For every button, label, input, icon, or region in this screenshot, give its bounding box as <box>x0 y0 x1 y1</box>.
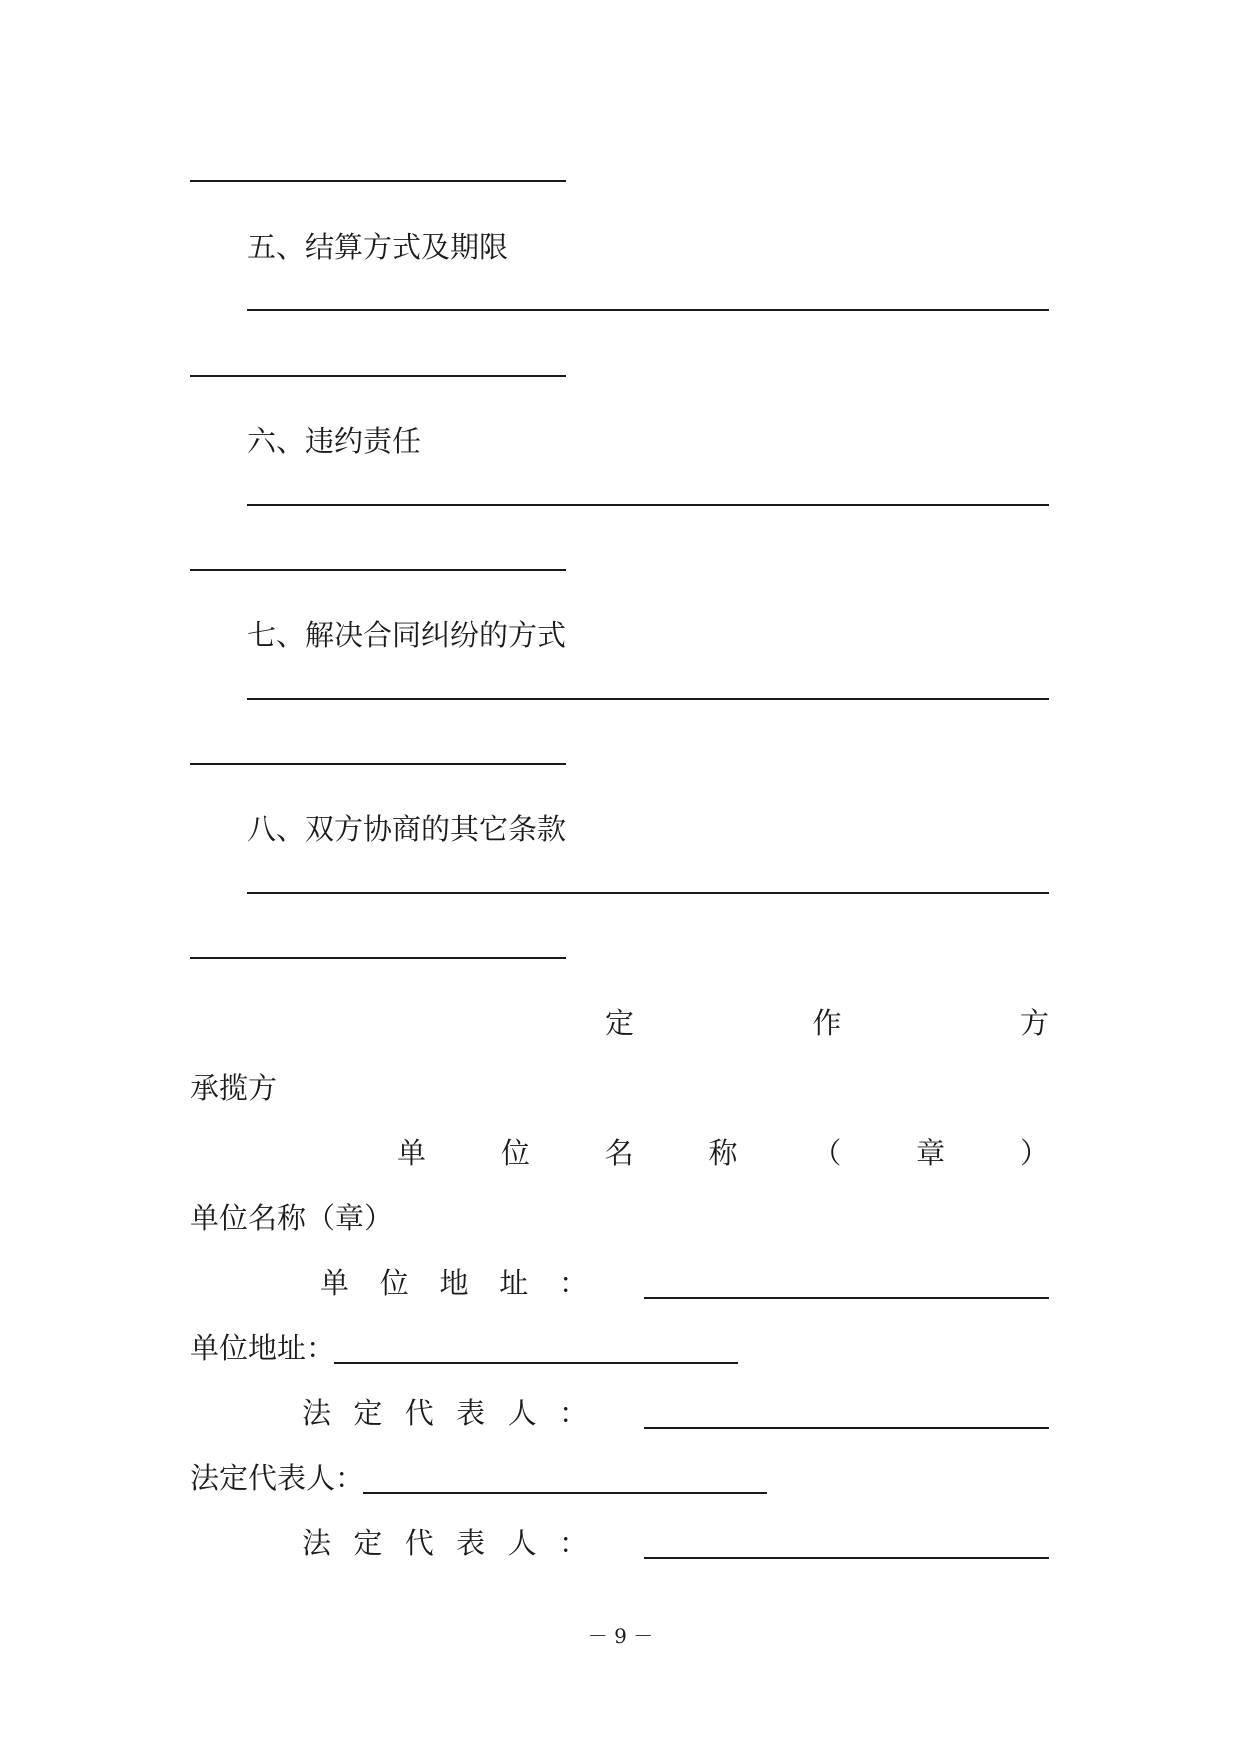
legal-rep-char: 表 <box>456 1396 486 1430</box>
legal-rep-char: 法 <box>302 1396 332 1430</box>
dingzuofang-char: 定 <box>605 1006 635 1040</box>
unit-name-char: 称 <box>708 1136 738 1170</box>
section-6-blank-line-2 <box>190 569 566 571</box>
section-6-heading: 六、违约责任 <box>247 424 422 458</box>
unit-name-char: （ <box>812 1136 842 1170</box>
section-7-heading: 七、解决合同纠纷的方式 <box>247 618 567 652</box>
dingzuofang-char: 作 <box>812 1006 842 1040</box>
dingzuofang-char: 方 <box>1019 1006 1049 1040</box>
unit-name-label: 单位名称（章） <box>190 1201 394 1235</box>
section-7-blank-line-1 <box>247 698 1049 700</box>
legal-rep-char: 法 <box>302 1526 332 1560</box>
unit-addr-char: 址 <box>499 1266 529 1300</box>
legal-rep-char: ： <box>558 1396 588 1430</box>
legal-rep-blank-line-right-2 <box>644 1557 1049 1559</box>
unit-name-char: 单 <box>397 1136 427 1170</box>
unit-name-char: 位 <box>500 1136 530 1170</box>
section-7-blank-line-2 <box>190 763 566 765</box>
page-number: － 9 － <box>587 1624 654 1648</box>
legal-rep-char: 定 <box>353 1396 383 1430</box>
legal-rep-label: 法定代表人： <box>190 1461 365 1495</box>
legal-rep-char: 代 <box>404 1526 434 1560</box>
section-8-blank-line-2 <box>190 957 566 959</box>
unit-name-char: 章 <box>916 1136 946 1170</box>
section-8-heading: 八、双方协商的其它条款 <box>247 812 567 846</box>
legal-rep-spaced-2 <box>302 1526 588 1560</box>
unit-addr-label: 单位地址： <box>190 1331 336 1365</box>
legal-rep-spaced <box>302 1396 588 1430</box>
unit-addr-char: 单 <box>320 1266 350 1300</box>
section-5-blank-line-1 <box>247 309 1049 311</box>
unit-name-spaced <box>397 1136 1049 1170</box>
legal-rep-char: 人 <box>507 1396 537 1430</box>
legal-rep-char: 定 <box>353 1526 383 1560</box>
unit-name-char: 名 <box>604 1136 634 1170</box>
section-8-blank-line-1 <box>247 892 1049 894</box>
dingzuofang-label <box>605 1006 1049 1040</box>
unit-name-char: ） <box>1019 1136 1049 1170</box>
unit-addr-char: 地 <box>439 1266 469 1300</box>
section-5-heading: 五、结算方式及期限 <box>247 230 509 264</box>
blank-line-top <box>190 180 566 182</box>
unit-addr-blank-line-left <box>334 1362 738 1364</box>
section-6-blank-line-1 <box>247 504 1049 506</box>
chenglanfang-label: 承揽方 <box>190 1071 278 1105</box>
legal-rep-char: 人 <box>507 1526 537 1560</box>
section-5-blank-line-2 <box>190 375 566 377</box>
unit-addr-blank-line-right <box>644 1297 1049 1299</box>
legal-rep-blank-line-left <box>363 1492 767 1494</box>
legal-rep-char: 表 <box>456 1526 486 1560</box>
unit-addr-spaced <box>320 1266 588 1300</box>
unit-addr-char: ： <box>558 1266 588 1300</box>
legal-rep-blank-line-right <box>644 1427 1049 1429</box>
legal-rep-char: ： <box>558 1526 588 1560</box>
legal-rep-char: 代 <box>404 1396 434 1430</box>
unit-addr-char: 位 <box>379 1266 409 1300</box>
